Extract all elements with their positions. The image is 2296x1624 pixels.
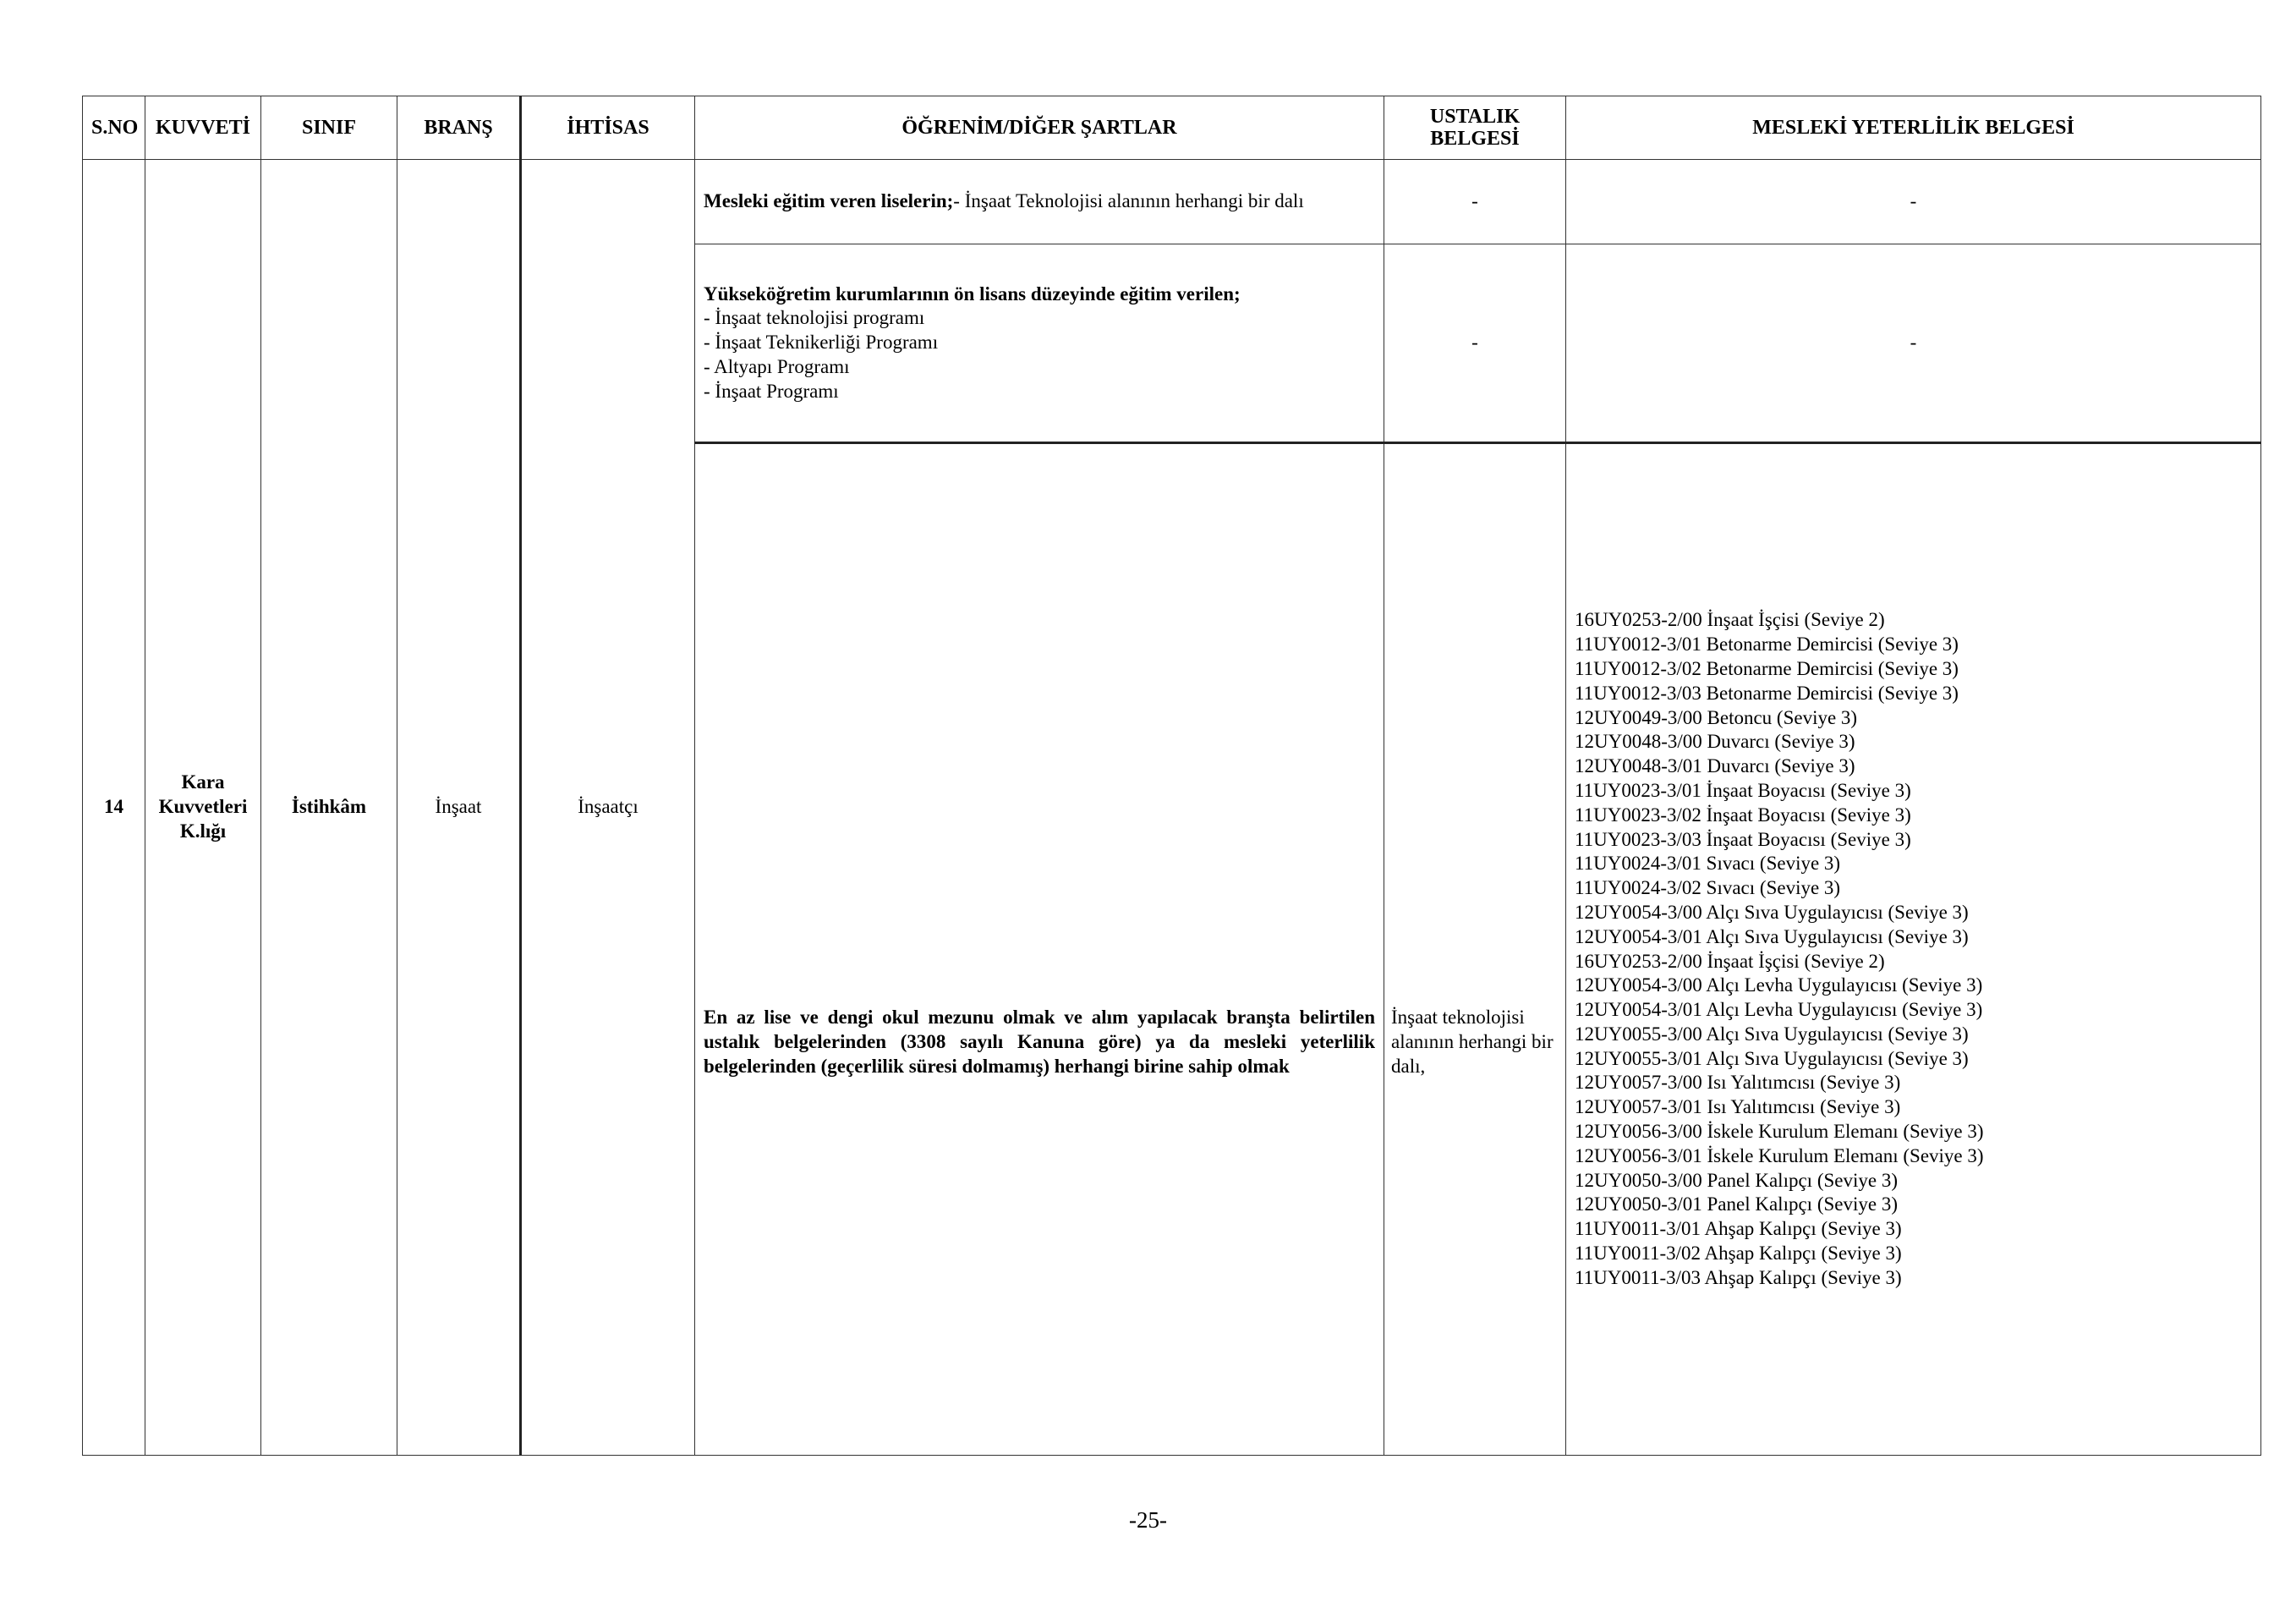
certificate-item: 11UY0012-3/03 Betonarme Demircisi (Seviye 3): [1575, 682, 1959, 704]
certificate-item: 12UY0055-3/00 Alçı Sıva Uygulayıcısı (Seviye 3): [1575, 1023, 1969, 1045]
cell-ihtisas: İnşaatçı: [521, 160, 695, 1456]
cell-brans: İnşaat: [397, 160, 521, 1456]
header-row: [83, 96, 2261, 160]
cell-sinif: İstihkâm: [261, 160, 397, 1456]
certificate-item: 16UY0253-2/00 İnşaat İşçisi (Seviye 2): [1575, 950, 1885, 972]
myb-cell: -: [1566, 244, 2261, 443]
certificate-item: 12UY0055-3/01 Alçı Sıva Uygulayıcısı (Seviye 3): [1575, 1047, 1969, 1069]
program-item: - İnşaat Teknikerliği Programı: [704, 332, 939, 354]
certificate-item: 11UY0023-3/02 İnşaat Boyacısı (Seviye 3): [1575, 804, 1911, 826]
certificate-item: 16UY0253-2/00 İnşaat İşçisi (Seviye 2): [1575, 609, 1885, 631]
condition-lise: [695, 160, 1384, 244]
kuvveti-line: Kuvvetleri: [158, 796, 248, 818]
certificate-item: 11UY0023-3/01 İnşaat Boyacısı (Seviye 3): [1575, 779, 1911, 801]
certificate-item: 12UY0057-3/00 Isı Yalıtımcısı (Seviye 3): [1575, 1072, 1901, 1094]
certificate-item: 12UY0054-3/00 Alçı Levha Uygulayıcısı (Seviye 3): [1575, 974, 1983, 996]
certificate-item: 12UY0054-3/01 Alçı Sıva Uygulayıcısı (Seviye 3): [1575, 925, 1969, 947]
page-number: -25-: [1129, 1507, 1167, 1533]
certificate-item: 11UY0024-3/01 Sıvacı (Seviye 3): [1575, 853, 1841, 875]
myb-list: [1575, 608, 2252, 1290]
certificate-item: 12UY0054-3/00 Alçı Sıva Uygulayıcısı (Seviye 3): [1575, 901, 1969, 923]
certificate-item: 12UY0050-3/01 Panel Kalıpçı (Seviye 3): [1575, 1193, 1898, 1215]
condition-title: Mesleki eğitim veren liselerin;: [704, 190, 954, 212]
program-item: - Altyapı Programı: [704, 355, 850, 377]
certificate-item: 11UY0011-3/03 Ahşap Kalıpçı (Seviye 3): [1575, 1266, 1902, 1288]
cell-sno: 14: [83, 160, 145, 1456]
certificate-item: 11UY0011-3/02 Ahşap Kalıpçı (Seviye 3): [1575, 1243, 1902, 1265]
ustalik-cell: -: [1384, 244, 1566, 443]
myb-cell: -: [1566, 160, 2261, 244]
myb-list-cell: [1566, 443, 2261, 1456]
condition-onlisans: [695, 244, 1384, 443]
certificate-item: 12UY0049-3/00 Betoncu (Seviye 3): [1575, 706, 1858, 728]
certificate-item: 12UY0054-3/01 Alçı Levha Uygulayıcısı (Seviye 3): [1575, 999, 1983, 1021]
header-ihtisas: İHTİSAS: [521, 96, 695, 160]
certificate-item: 11UY0012-3/02 Betonarme Demircisi (Seviye 3): [1575, 657, 1959, 679]
table-row: [83, 160, 2261, 244]
condition-title: En az lise ve dengi okul mezunu olmak ve alım yapılacak branşta belirtilen ustalık belgelerinden (3308 sayılı Kanuna göre) ya da mesleki yeterlilik belgelerinden (geçerlilik süresi dolmamış) herhangi birine sahip olmak: [704, 1007, 1375, 1077]
ustalik-cell: -: [1384, 160, 1566, 244]
header-sinif: SINIF: [261, 96, 397, 160]
requirements-table: [82, 96, 2261, 1456]
certificate-item: 12UY0048-3/00 Duvarcı (Seviye 3): [1575, 731, 1855, 753]
certificate-item: 11UY0012-3/01 Betonarme Demircisi (Seviye 3): [1575, 634, 1959, 656]
header-brans: BRANŞ: [397, 96, 521, 160]
condition-lise-belge: [695, 443, 1384, 1456]
certificate-item: 12UY0057-3/01 Isı Yalıtımcısı (Seviye 3): [1575, 1096, 1901, 1118]
ustalik-text: İnşaat teknolojisi alanının herhangi bir dalı,: [1391, 1007, 1553, 1077]
certificate-item: 11UY0011-3/01 Ahşap Kalıpçı (Seviye 3): [1575, 1218, 1902, 1240]
condition-text: - İnşaat Teknolojisi alanının herhangi bir dalı: [953, 190, 1304, 212]
kuvveti-line: Kara: [181, 771, 225, 793]
certificate-item: 11UY0024-3/02 Sıvacı (Seviye 3): [1575, 877, 1841, 899]
ustalik-cell: [1384, 443, 1566, 1456]
condition-title: Yükseköğretim kurumlarının ön lisans düzeyinde eğitim verilen;: [704, 283, 1241, 304]
header-ogrenim: ÖĞRENİM/DİĞER ŞARTLAR: [695, 96, 1384, 160]
certificate-item: 11UY0023-3/03 İnşaat Boyacısı (Seviye 3): [1575, 828, 1911, 850]
certificate-item: 12UY0056-3/01 İskele Kurulum Elemanı (Seviye 3): [1575, 1144, 1984, 1166]
certificate-item: 12UY0056-3/00 İskele Kurulum Elemanı (Seviye 3): [1575, 1121, 1984, 1143]
header-ustalik: USTALIK BELGESİ: [1384, 96, 1566, 160]
program-item: - İnşaat teknolojisi programı: [704, 307, 925, 329]
header-myb: MESLEKİ YETERLİLİK BELGESİ: [1566, 96, 2261, 160]
program-item: - İnşaat Programı: [704, 380, 839, 402]
header-kuvveti: KUVVETİ: [145, 96, 261, 160]
cell-kuvveti: [145, 160, 261, 1456]
certificate-item: 12UY0050-3/00 Panel Kalıpçı (Seviye 3): [1575, 1169, 1898, 1191]
header-sno: S.NO: [83, 96, 145, 160]
certificate-item: 12UY0048-3/01 Duvarcı (Seviye 3): [1575, 755, 1855, 777]
kuvveti-line: K.lığı: [179, 820, 227, 842]
